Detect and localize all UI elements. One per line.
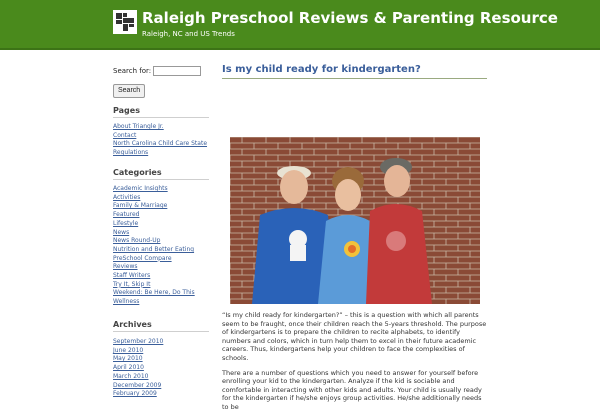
site-logo-icon[interactable] [113,10,137,34]
pages-heading: Pages [113,106,209,118]
page-link-about[interactable]: About Triangle Jr. [113,123,164,130]
page-link-regulations-cont[interactable]: Regulations [113,149,149,157]
category-link[interactable]: Family & Marriage [113,202,168,210]
search-form [113,65,209,77]
category-link[interactable]: News Round-Up [113,237,161,245]
category-link[interactable]: Wellness [113,298,140,306]
archive-link[interactable]: May 2010 [113,355,143,363]
page-link-contact[interactable]: Contact [113,131,137,139]
archive-link[interactable]: February 2009 [113,390,157,398]
archive-link[interactable]: June 2010 [113,346,144,354]
category-link[interactable]: Reviews [113,263,138,271]
page-link-regulations[interactable]: North Carolina Child Care State [113,140,208,148]
site-tagline: Raleigh, NC and US Trends [142,30,235,38]
site-title[interactable]: Raleigh Preschool Reviews & Parenting Resource [142,9,558,27]
categories-heading: Categories [113,168,209,180]
archive-link[interactable]: April 2010 [113,364,144,372]
category-link[interactable]: News [113,228,130,236]
post-image [230,137,480,304]
post-content [222,311,490,418]
archive-link[interactable]: December 2009 [113,381,162,389]
category-link[interactable]: Weekend: Be Here, Do This [113,289,195,297]
header-divider [0,48,600,50]
category-link[interactable]: Staff Writers [113,272,151,280]
post-paragraph: “Is my child ready for kindergarten?” – this is a question with which all parents seem to be fraught, once their children reach the 5-years threshold. The purpose of kindergartens is to prepare the children to recite alphabets, to identify numbers and colors, which in turn help them to excel in their future academic careers. Thus, kindergartens help your children to face the complexities of schools. [222,311,487,362]
archive-link[interactable]: March 2010 [113,372,149,380]
archives-list [113,338,163,399]
archives-heading: Archives [113,320,209,332]
category-link[interactable]: Try It, Skip It [113,280,151,288]
category-link[interactable]: Activities [113,193,141,201]
category-link[interactable]: Academic Insights [113,185,168,192]
category-link[interactable]: PreSchool Compare [113,254,172,262]
archive-link[interactable]: September 2010 [113,338,164,345]
category-link[interactable]: Lifestyle [113,219,139,227]
post-title[interactable]: Is my child ready for kindergarten? [222,64,487,79]
site-header [0,0,600,50]
search-button[interactable]: Search [113,84,145,98]
pages-list [113,123,207,158]
sidebar [113,65,209,398]
category-link[interactable]: Nutrition and Better Eating [113,245,195,253]
search-input[interactable] [153,66,201,76]
category-link[interactable]: Featured [113,211,140,219]
post-paragraph: There are a number of questions which you need to answer for yourself before enrolling your kid to the kindergarten. Analyze if the kid is sociable and comfortable in interacting with other kids and adults. Your child is usually ready for the kindergarten if he/she enjoys group activities. He/she additionally needs to be [222,368,482,411]
search-label: Search for: [113,67,152,75]
categories-list [113,185,195,307]
